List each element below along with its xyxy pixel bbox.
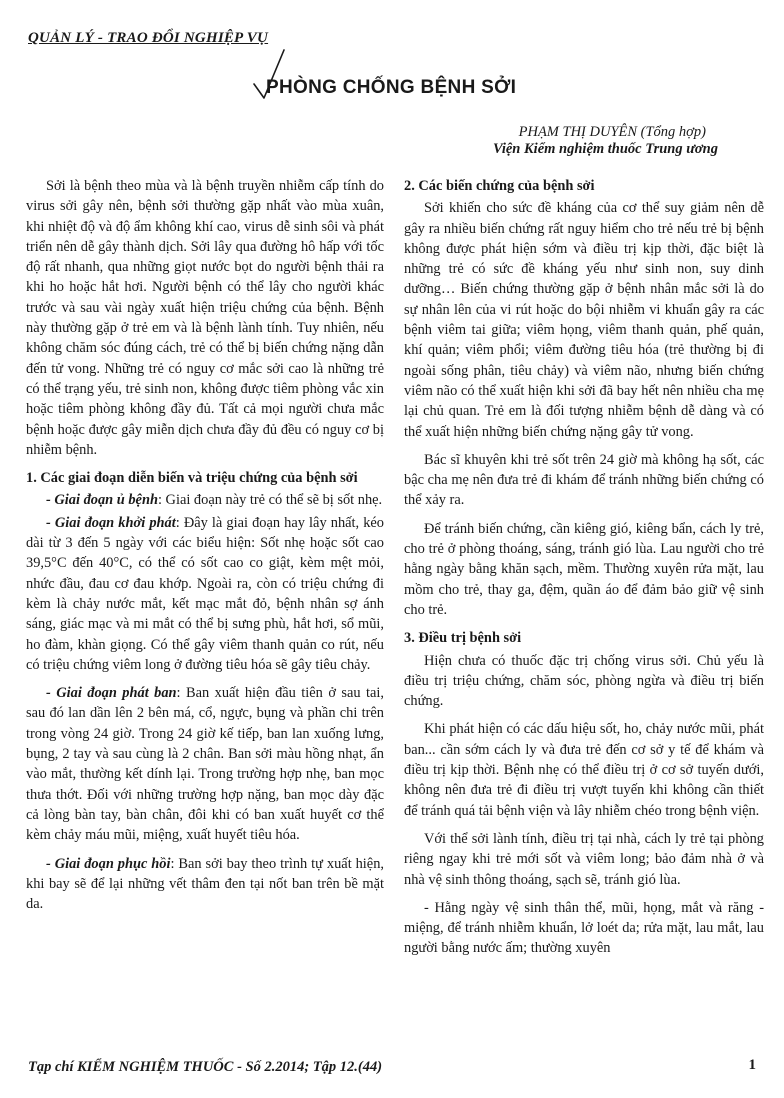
left-column — [26, 176, 384, 922]
stage-recovery-lead: - Giai đoạn phục hồi — [46, 855, 171, 872]
stage-incubation-paragraph — [26, 490, 384, 510]
advice-paragraph: Bác sĩ khuyên khi trẻ sốt trên 24 giờ mà không hạ sốt, các bậc cha mẹ nên đưa trẻ đi khám để tránh những biến chứng có thể xảy ra. — [404, 451, 764, 509]
author-affiliation: Viện Kiểm nghiệm thuốc Trung ương — [492, 141, 718, 157]
right-column — [404, 176, 764, 967]
treatment-paragraph-4: - Hằng ngày vệ sinh thân thể, mũi, họng, mắt và răng - miệng, để tránh nhiễm khuẩn, lở loét da; rửa mặt, lau mắt, lau người bằng nước ấm; thường xuyên — [404, 899, 764, 957]
stage-rash-lead: - Giai đoạn phát ban — [46, 685, 177, 702]
stage-incubation-lead: - Giai đoạn ủ bệnh — [46, 492, 158, 509]
section-2-heading: 2. Các biến chứng của bệnh sởi — [404, 178, 595, 194]
page-number: 1 — [748, 1057, 756, 1073]
stage-rash-paragraph — [26, 683, 384, 845]
treatment-paragraph-2: Khi phát hiện có các dấu hiệu sốt, ho, chảy nước mũi, phát ban... cần sớm cách ly và đưa trẻ đến cơ sở y tế để khám và điều trị kịp thời. Bệnh nhẹ có thể điều trị ở cơ sở tuyến dưới, không nên đưa trẻ đi điều trị vượt tuyến khi không cần thiết để tránh quá tải bệnh viện và lây nhiễm chéo trong bệnh viện. — [404, 721, 764, 819]
prevention-paragraph: Để tránh biến chứng, cần kiêng gió, kiêng bẩn, cách ly trẻ, cho trẻ ở phòng thoáng, sáng, tránh gió lùa. Lau người cho trẻ hằng ngày bằng khăn sạch, mềm. Thường xuyên rửa mặt, lau mồm cho trẻ, thay ga, đệm, quần áo để đảm bảo giữ vệ sinh cho trẻ. — [404, 520, 764, 618]
stage-onset-paragraph — [26, 513, 384, 675]
stage-rash-text: : Ban xuất hiện đầu tiên ở sau tai, sau đó lan dần lên 2 bên má, cổ, ngực, bụng và phần chi trên trong vòng 24 giờ. Trong 24 giờ kế tiếp, ban lan xuống lưng, bụng, 2 tay và sau cùng là 2 chân. Ban sởi màu hồng nhạt, ẩn vào mắt, thường kết dính lại. Trong trường hợp nhẹ, ban mọc thưa thớt. Đối với những trường hợp nặng, ban mọc dày đặc cả lòng bàn tay, bàn chân, đôi khi có ban xuất huyết cơ thể kèm chảy máu mũi, miệng, xuất huyết tiêu hóa. — [26, 685, 384, 844]
author-name: PHẠM THỊ DUYÊN (Tổng hợp) — [518, 124, 706, 140]
treatment-paragraph-3: Với thể sởi lành tính, điều trị tại nhà, cách ly trẻ tại phòng riêng ngay khi trẻ mới sốt và viêm long; bảo đảm nhà ở và nhà vệ sinh thông thoáng, sạch sẽ, tránh gió lùa. — [404, 830, 764, 888]
section-3-heading: 3. Điều trị bệnh sởi — [404, 630, 522, 647]
article-title: PHÒNG CHỐNG BỆNH SỞI — [266, 77, 517, 98]
stage-incubation-text: : Giai đoạn này trẻ có thể sẽ bị sốt nhẹ. — [157, 492, 383, 509]
stage-onset-lead: - Giai đoạn khởi phát — [46, 514, 176, 531]
section-1-heading: 1. Các giai đoạn diễn biến và triệu chứng của bệnh sởi — [26, 470, 358, 487]
stage-recovery-text: : Ban sởi bay theo trình tự xuất hiện, khi bay sẽ để lại những vết thâm đen tại nốt ban trên bề mặt da. — [26, 855, 384, 913]
stage-recovery-paragraph — [26, 854, 384, 915]
section-header: QUẢN LÝ - TRAO ĐỔI NGHIỆP VỤ — [28, 30, 269, 46]
journal-footer: Tạp chí KIỂM NGHIỆM THUỐC - Số 2.2014; Tập 12.(44) — [28, 1059, 383, 1075]
intro-paragraph: Sởi là bệnh theo mùa và là bệnh truyền nhiễm cấp tính do virus sởi gây nên, bệnh sởi thường gặp nhất vào mùa xuân, khi nhiệt độ và độ ẩm không khí cao, virus dễ sinh sôi và phát triển nên dễ gây thành dịch. Sởi lây qua đường hô hấp với tốc độ rất nhanh, qua những giọt nước bọt do người bệnh thải ra khi ho hoặc hắt hơi. Người bệnh có thể lây cho người khác trước và sau vài ngày xuất hiện triệu chứng của bệnh. Bệnh này thường gặp ở trẻ em và là bệnh lành tính. Tuy nhiên, nếu không chăm sóc đúng cách, trẻ có thể bị biến chứng nặng dẫn đến tử vong. Những trẻ có nguy cơ mắc sởi cao là những trẻ có thể trạng yếu, trẻ sinh non, không được tiêm phòng vắc xin hoặc tiêm phòng không đầy đủ. Tất cả mọi người chưa mắc bệnh hoặc được gây miễn dịch chưa đầy đủ đều có nguy cơ bị nhiễm bệnh. — [26, 178, 384, 458]
stage-onset-text: : Đây là giai đoạn hay lây nhất, kéo dài từ 3 đến 5 ngày với các biểu hiện: Sốt nhẹ hoặc sốt cao 39,5°C đến 40°C, có thể có sốt cao co giật, kèm mệt mỏi, nhức đầu, đau cơ đau khớp. Ngoài ra, còn có triệu chứng đi kèm là chảy nước mắt, kết mạc mắt đỏ, bệnh nhân sợ ánh sáng, giác mạc và mi mắt có thể bị sưng phù, hắt hơi, sổ mũi, ho đàm, khàn giọng. Có thể gây viêm thanh quản co rút, nếu có triệu chứng viêm long ở đường tiêu hóa sẽ gây tiêu chảy. — [26, 514, 385, 673]
treatment-paragraph-1: Hiện chưa có thuốc đặc trị chống virus sởi. Chủ yếu là điều trị triệu chứng, chăm sóc, phòng ngừa và điều trị biến chứng. — [404, 652, 764, 710]
complications-paragraph: Sởi khiến cho sức đề kháng của cơ thể suy giảm nên dễ gây ra nhiều biến chứng rất nguy hiểm cho trẻ nếu trẻ bị bệnh không được phát hiện sớm và điều trị kịp thời, đặc biệt là những trẻ có sức đề kháng yếu như sinh non, suy dinh dưỡng… Biến chứng thường gặp ở bệnh nhân mắc sởi là do sự nhân lên của vi rút hoặc do bội nhiễm vi khuẩn gây ra các bệnh viêm tai giữa; viêm họng, viêm thanh quản, phế quản, khí quản; viêm phổi; viêm đường tiêu hóa (trẻ thường bị đi ngoài sống phân, tiêu chảy) và viêm não, nhưng biến chứng viêm não có thể xuất hiện khi sởi đã bay hết nên nhiều cha mẹ lại chủ quan. Trẻ em là đối tượng nhiễm bệnh dễ dàng và có thể xuất hiện những biến chứng nặng gây tử vong. — [404, 200, 764, 440]
